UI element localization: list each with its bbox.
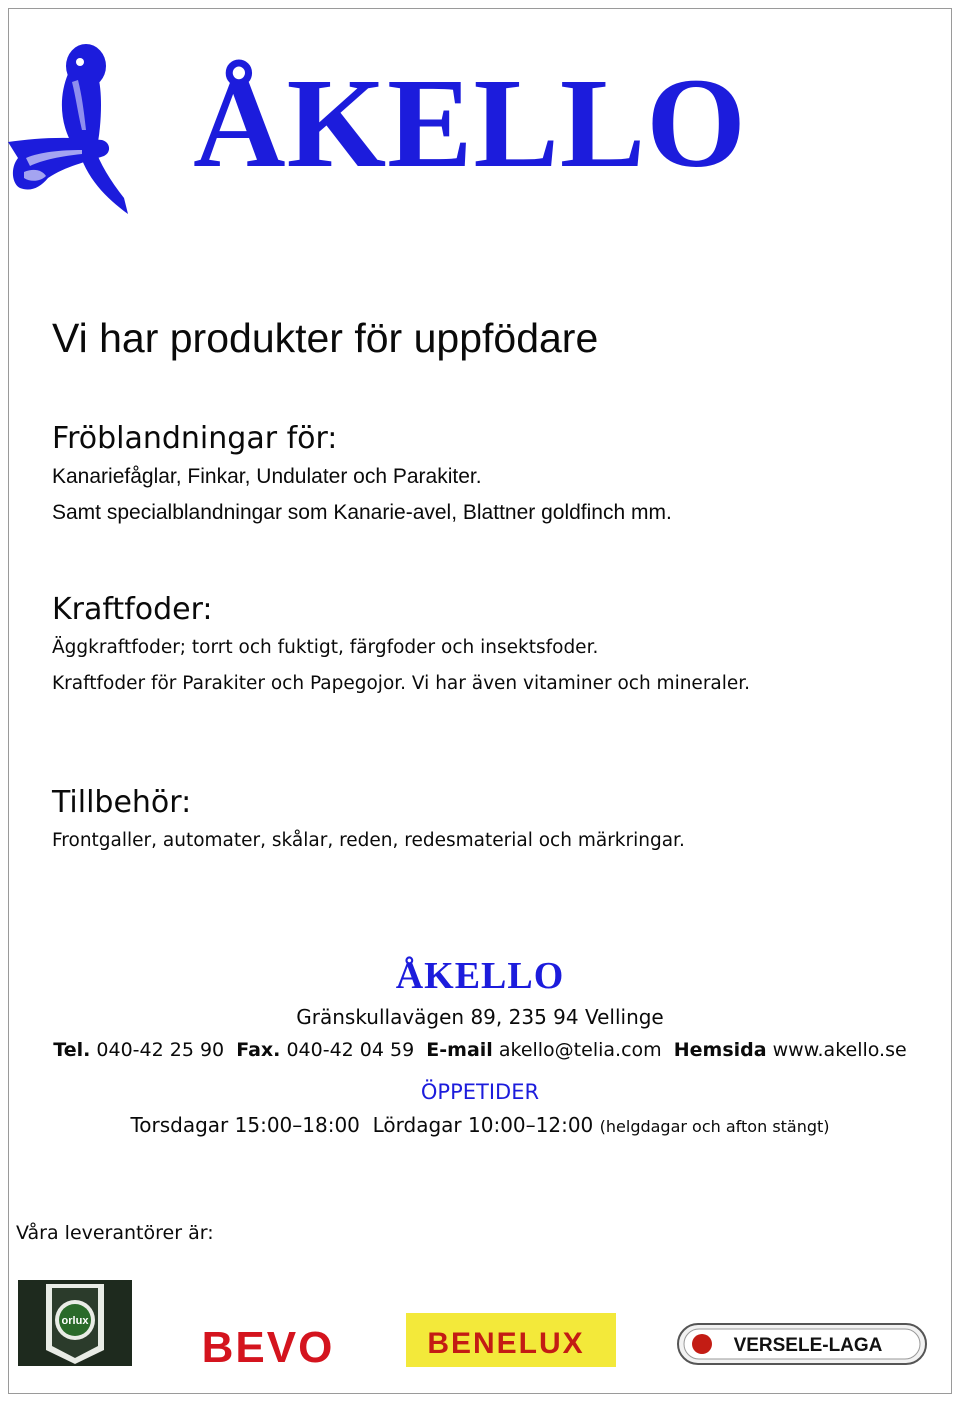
page-frame bbox=[8, 8, 952, 1394]
contact-info-line bbox=[0, 1036, 960, 1064]
orlux-logo bbox=[18, 1280, 132, 1366]
email-address[interactable]: akello@telia.com bbox=[498, 1039, 662, 1061]
contact-address: Gränskullavägen 89, 235 94 Vellinge bbox=[296, 1005, 664, 1029]
tel-number: 040-42 25 90 bbox=[96, 1039, 225, 1061]
section-heading-accessories: Tillbehör: bbox=[52, 785, 192, 820]
suppliers-label: Våra leverantörer är: bbox=[16, 1222, 214, 1244]
web-label: Hemsida bbox=[673, 1039, 767, 1061]
opening-hours bbox=[0, 1110, 960, 1142]
orlux-logo-text: orlux bbox=[61, 1315, 89, 1327]
email-label: E-mail bbox=[426, 1039, 493, 1061]
tel-label: Tel. bbox=[53, 1039, 91, 1061]
section-line: Frontgaller, automater, skålar, reden, redesmaterial och märkringar. bbox=[52, 830, 685, 851]
contact-brand: ÅKELLO bbox=[395, 955, 565, 997]
section-line: Kraftfoder för Parakiter och Papegojor. Vi har även vitaminer och mineraler. bbox=[52, 673, 751, 694]
hours-thursday: Torsdagar 15:00–18:00 bbox=[130, 1113, 360, 1137]
versele-laga-logo bbox=[676, 1320, 928, 1368]
hours-note: (helgdagar och afton stängt) bbox=[599, 1117, 830, 1136]
section-line: Samt specialblandningar som Kanarie-avel, Blattner goldfinch mm. bbox=[52, 501, 672, 524]
fax-label: Fax. bbox=[236, 1039, 281, 1061]
section-line: Äggkraftfoder; torrt och fuktigt, färgfoder och insektsfoder. bbox=[52, 637, 599, 658]
versele-laga-logo-text: VERSELE-LAGA bbox=[733, 1335, 883, 1356]
hours-saturday: Lördagar 10:00–12:00 bbox=[372, 1113, 594, 1137]
section-heading-kraftfoder: Kraftfoder: bbox=[52, 592, 213, 627]
benelux-logo-text: BENELUX bbox=[427, 1327, 585, 1360]
section-line: Kanariefåglar, Finkar, Undulater och Parakiter. bbox=[52, 465, 482, 488]
opening-hours-title: ÖPPETIDER bbox=[420, 1080, 540, 1104]
bevo-logo bbox=[196, 1322, 340, 1370]
web-address[interactable]: www.akello.se bbox=[772, 1039, 907, 1061]
brand-title: ÅKELLO bbox=[193, 52, 747, 194]
benelux-logo bbox=[406, 1313, 616, 1367]
bevo-logo-text: BEVO bbox=[201, 1323, 335, 1370]
fax-number: 040-42 04 59 bbox=[286, 1039, 415, 1061]
section-heading-seed-mixes: Fröblandningar för: bbox=[52, 421, 338, 456]
page-headline: Vi har produkter för uppfödare bbox=[52, 315, 599, 361]
parakeet-on-hand-icon bbox=[6, 38, 138, 216]
